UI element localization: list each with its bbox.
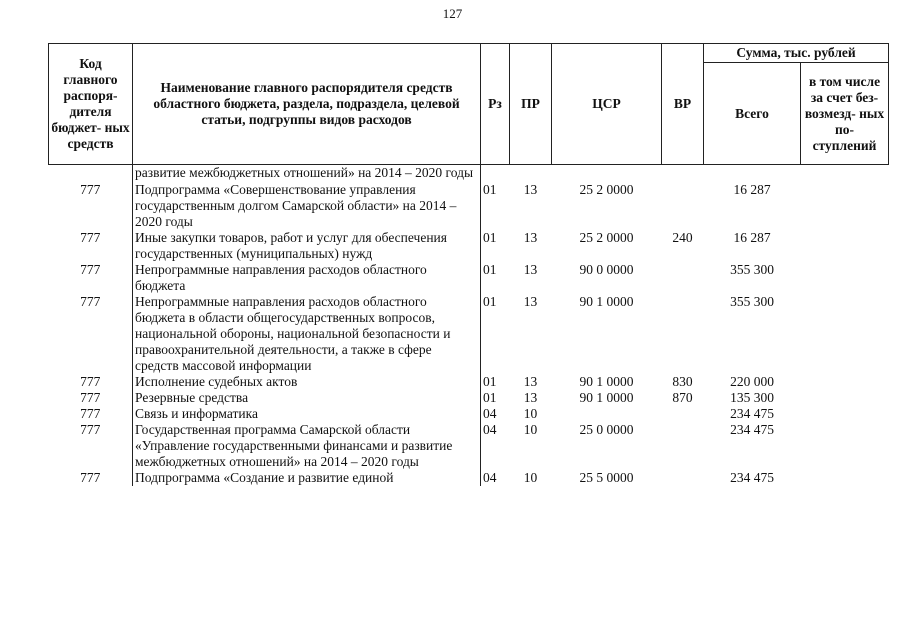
row-name: развитие межбюджетных отношений» на 2014 – 2020 годы bbox=[133, 165, 481, 182]
table-row bbox=[49, 294, 889, 374]
row-pr: 10 bbox=[523, 405, 538, 421]
row-vr bbox=[662, 165, 704, 182]
row-code: 777 bbox=[80, 373, 101, 389]
header-sum: Сумма, тыс. рублей bbox=[704, 44, 889, 63]
row-name: Резервные средства bbox=[133, 390, 481, 406]
row-rz: 04 bbox=[483, 405, 497, 421]
row-name: Непрограммные направления расходов областного бюджета bbox=[133, 262, 481, 294]
row-rz: 01 bbox=[483, 229, 497, 245]
table-row bbox=[49, 230, 889, 262]
row-total: 234 475 bbox=[730, 469, 774, 485]
row-gratuitous bbox=[801, 262, 889, 294]
row-total: 355 300 bbox=[730, 261, 774, 277]
row-rz bbox=[481, 165, 510, 182]
row-code: 777 bbox=[80, 229, 101, 245]
row-pr: 13 bbox=[523, 373, 538, 389]
row-pr: 13 bbox=[523, 389, 538, 405]
table-row bbox=[49, 165, 889, 182]
row-rz: 01 bbox=[483, 261, 497, 277]
row-vr bbox=[662, 294, 704, 374]
row-total: 234 475 bbox=[730, 405, 774, 421]
table-row bbox=[49, 390, 889, 406]
row-pr: 13 bbox=[523, 261, 538, 277]
table-row bbox=[49, 422, 889, 470]
row-total: 220 000 bbox=[730, 373, 774, 389]
row-total: 135 300 bbox=[730, 389, 774, 405]
row-pr: 13 bbox=[523, 181, 538, 197]
row-csr bbox=[552, 406, 662, 422]
row-name: Исполнение судебных актов bbox=[133, 374, 481, 390]
table-row bbox=[49, 470, 889, 486]
row-gratuitous bbox=[801, 390, 889, 406]
row-code: 777 bbox=[80, 405, 101, 421]
row-total: 16 287 bbox=[733, 229, 771, 245]
header-pr: ПР bbox=[510, 44, 552, 165]
row-vr bbox=[662, 182, 704, 230]
row-name: Подпрограмма «Создание и развитие единой bbox=[133, 470, 481, 486]
row-pr: 10 bbox=[523, 421, 538, 437]
row-rz: 04 bbox=[483, 421, 497, 437]
row-gratuitous bbox=[801, 182, 889, 230]
row-gratuitous bbox=[801, 374, 889, 390]
row-vr: 870 bbox=[672, 389, 693, 405]
row-code: 777 bbox=[80, 261, 101, 277]
row-gratuitous bbox=[801, 470, 889, 486]
table-body bbox=[49, 165, 889, 486]
row-rz: 01 bbox=[483, 293, 497, 309]
row-name: Государственная программа Самарской области «Управление государственными финансами и развитие межбюджетных отношений» на 2014 – 2020 годы bbox=[133, 422, 481, 470]
row-code: 777 bbox=[80, 389, 101, 405]
row-csr: 25 2 0000 bbox=[579, 229, 634, 245]
row-total: 16 287 bbox=[733, 181, 771, 197]
row-gratuitous bbox=[801, 165, 889, 182]
header-code: Код главного распоря- дителя бюджет- ных средств bbox=[49, 44, 133, 165]
row-code: 777 bbox=[80, 469, 101, 485]
row-pr bbox=[510, 165, 552, 182]
row-csr: 90 1 0000 bbox=[579, 293, 634, 309]
row-gratuitous bbox=[801, 406, 889, 422]
table-row bbox=[49, 182, 889, 230]
row-vr: 240 bbox=[672, 229, 693, 245]
row-code: 777 bbox=[80, 181, 101, 197]
row-vr bbox=[662, 406, 704, 422]
table-row bbox=[49, 406, 889, 422]
row-code: 777 bbox=[80, 421, 101, 437]
page-number: 127 bbox=[442, 6, 463, 21]
row-total bbox=[704, 165, 801, 182]
header-gratuitous: в том числе за счет без- возмезд- ных по- ступлений bbox=[801, 63, 889, 165]
row-code: 777 bbox=[80, 293, 101, 309]
row-csr bbox=[552, 165, 662, 182]
header-rz: Рз bbox=[481, 44, 510, 165]
row-total: 355 300 bbox=[730, 293, 774, 309]
row-pr: 10 bbox=[523, 469, 538, 485]
row-rz: 01 bbox=[483, 373, 497, 389]
table-header bbox=[49, 44, 889, 165]
table-row bbox=[49, 374, 889, 390]
row-csr: 90 1 0000 bbox=[579, 373, 634, 389]
row-pr: 13 bbox=[523, 293, 538, 309]
row-csr: 25 2 0000 bbox=[579, 181, 634, 197]
row-vr bbox=[662, 422, 704, 470]
row-pr: 13 bbox=[523, 229, 538, 245]
row-vr bbox=[662, 470, 704, 486]
row-gratuitous bbox=[801, 294, 889, 374]
row-csr: 25 0 0000 bbox=[579, 421, 634, 437]
row-name: Непрограммные направления расходов областного бюджета в области общегосударственных вопросов, национальной обороны, национальной безопасности и правоохранительной деятельности, а также в сфере средств массовой информации bbox=[133, 294, 481, 374]
row-name: Иные закупки товаров, работ и услуг для обеспечения государственных (муниципальных) нужд bbox=[133, 230, 481, 262]
budget-table bbox=[48, 43, 889, 486]
row-csr: 90 0 0000 bbox=[579, 261, 634, 277]
header-name: Наименование главного распорядителя средств областного бюджета, раздела, подраздела, целевой статьи, подгруппы видов расходов bbox=[133, 44, 481, 165]
header-vr: ВР bbox=[662, 44, 704, 165]
row-csr: 25 5 0000 bbox=[579, 469, 634, 485]
row-vr: 830 bbox=[672, 373, 693, 389]
header-csr: ЦСР bbox=[552, 44, 662, 165]
row-rz: 01 bbox=[483, 181, 497, 197]
row-csr: 90 1 0000 bbox=[579, 389, 634, 405]
row-code bbox=[49, 165, 133, 182]
row-rz: 01 bbox=[483, 389, 497, 405]
row-rz: 04 bbox=[483, 469, 497, 485]
row-gratuitous bbox=[801, 230, 889, 262]
row-name: Подпрограмма «Совершенствование управления государственным долгом Самарской области» на 2014 – 2020 годы bbox=[133, 182, 481, 230]
row-gratuitous bbox=[801, 422, 889, 470]
table-row bbox=[49, 262, 889, 294]
row-name: Связь и информатика bbox=[133, 406, 481, 422]
row-vr bbox=[662, 262, 704, 294]
row-total: 234 475 bbox=[730, 421, 774, 437]
header-total: Всего bbox=[704, 63, 801, 165]
